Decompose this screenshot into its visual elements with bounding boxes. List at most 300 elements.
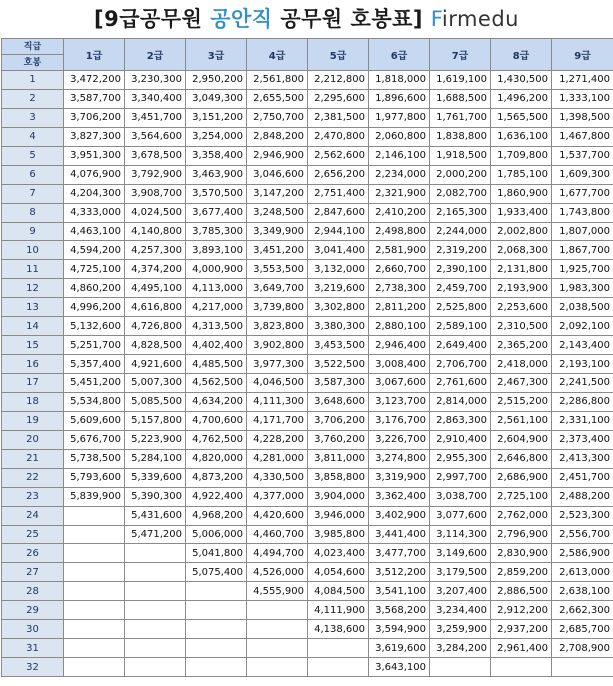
salary-cell: 4,084,500 (308, 582, 369, 601)
salary-cell (64, 601, 125, 620)
salary-cell: 4,374,200 (125, 260, 186, 279)
salary-cell: 2,814,000 (430, 392, 491, 411)
salary-cell: 4,555,900 (247, 582, 308, 601)
salary-cell: 4,616,800 (125, 298, 186, 317)
salary-cell: 4,460,700 (247, 525, 308, 544)
step-cell: 30 (2, 620, 64, 639)
salary-cell: 4,968,200 (186, 506, 247, 525)
salary-cell: 1,867,700 (552, 241, 613, 260)
salary-cell: 3,858,800 (308, 468, 369, 487)
salary-cell: 1,271,400 (552, 71, 613, 90)
salary-cell: 2,686,900 (491, 468, 552, 487)
table-row (2, 601, 613, 620)
salary-cell: 2,946,900 (247, 146, 308, 165)
salary-cell: 2,488,200 (552, 487, 613, 506)
salary-cell (64, 563, 125, 582)
salary-cell: 3,587,700 (64, 89, 125, 108)
salary-cell: 2,410,200 (369, 203, 430, 222)
grade-header: 2급 (125, 39, 186, 71)
step-cell: 9 (2, 222, 64, 241)
salary-cell: 4,313,500 (186, 317, 247, 336)
salary-cell: 3,046,600 (247, 165, 308, 184)
salary-cell: 3,587,300 (308, 374, 369, 393)
salary-cell: 2,143,400 (552, 336, 613, 355)
salary-cell: 2,937,200 (491, 620, 552, 639)
salary-cell: 3,463,900 (186, 165, 247, 184)
salary-cell: 1,398,500 (552, 108, 613, 127)
table-row (2, 544, 613, 563)
step-cell: 13 (2, 298, 64, 317)
salary-cell: 3,706,200 (308, 411, 369, 430)
salary-cell: 3,902,800 (247, 336, 308, 355)
salary-cell: 3,619,600 (369, 639, 430, 658)
salary-cell: 5,534,800 (64, 392, 125, 411)
salary-cell: 1,918,500 (430, 146, 491, 165)
title-accent: 공안직 (210, 7, 273, 31)
salary-cell: 2,708,900 (552, 639, 613, 658)
salary-cell: 2,523,300 (552, 506, 613, 525)
salary-cell: 4,921,600 (125, 355, 186, 374)
salary-cell: 3,226,700 (369, 430, 430, 449)
salary-cell: 2,604,900 (491, 430, 552, 449)
salary-cell (64, 525, 125, 544)
salary-cell (186, 582, 247, 601)
salary-cell: 1,818,000 (369, 71, 430, 90)
salary-cell: 3,785,300 (186, 222, 247, 241)
salary-cell: 3,977,300 (247, 355, 308, 374)
salary-cell: 2,649,400 (430, 336, 491, 355)
salary-cell: 1,838,800 (430, 127, 491, 146)
salary-cell (552, 658, 613, 677)
salary-cell: 2,459,700 (430, 279, 491, 298)
salary-cell: 5,132,600 (64, 317, 125, 336)
salary-cell: 2,830,900 (491, 544, 552, 563)
salary-cell (247, 639, 308, 658)
salary-cell: 3,893,100 (186, 241, 247, 260)
grade-header: 4급 (247, 39, 308, 71)
salary-cell: 4,820,000 (186, 449, 247, 468)
step-cell: 2 (2, 89, 64, 108)
salary-cell: 3,522,500 (308, 355, 369, 374)
salary-cell: 3,594,900 (369, 620, 430, 639)
salary-cell: 4,330,500 (247, 468, 308, 487)
salary-cell: 3,284,200 (430, 639, 491, 658)
salary-cell: 4,228,200 (247, 430, 308, 449)
salary-cell: 3,706,200 (64, 108, 125, 127)
table-row (2, 71, 613, 90)
salary-cell: 3,827,300 (64, 127, 125, 146)
step-cell: 7 (2, 184, 64, 203)
salary-cell: 5,284,100 (125, 449, 186, 468)
salary-cell: 2,613,000 (552, 563, 613, 582)
salary-cell: 3,132,000 (308, 260, 369, 279)
salary-cell: 4,402,400 (186, 336, 247, 355)
table-row (2, 222, 613, 241)
salary-cell: 5,339,600 (125, 468, 186, 487)
salary-cell: 1,565,500 (491, 108, 552, 127)
salary-cell (64, 639, 125, 658)
table-row (2, 127, 613, 146)
salary-cell: 3,077,600 (430, 506, 491, 525)
salary-cell: 3,274,800 (369, 449, 430, 468)
salary-cell: 2,561,100 (491, 411, 552, 430)
step-cell: 1 (2, 71, 64, 90)
salary-cell: 1,860,900 (491, 184, 552, 203)
salary-cell (64, 544, 125, 563)
salary-cell: 4,828,500 (125, 336, 186, 355)
salary-cell (125, 639, 186, 658)
step-cell: 6 (2, 165, 64, 184)
salary-cell: 1,619,100 (430, 71, 491, 90)
table-body (2, 71, 613, 677)
salary-cell: 2,321,900 (369, 184, 430, 203)
salary-cell (186, 658, 247, 677)
table-row (2, 108, 613, 127)
salary-cell: 2,286,800 (552, 392, 613, 411)
page-title (0, 0, 613, 38)
salary-cell: 1,743,800 (552, 203, 613, 222)
salary-cell: 2,390,100 (430, 260, 491, 279)
table-row (2, 89, 613, 108)
table-row (2, 620, 613, 639)
salary-cell: 2,811,200 (369, 298, 430, 317)
salary-cell: 3,985,800 (308, 525, 369, 544)
salary-cell: 2,848,200 (247, 127, 308, 146)
salary-cell (247, 620, 308, 639)
salary-cell: 4,113,000 (186, 279, 247, 298)
salary-cell (308, 658, 369, 677)
salary-cell: 2,997,700 (430, 468, 491, 487)
salary-cell: 2,331,100 (552, 411, 613, 430)
salary-cell: 4,726,800 (125, 317, 186, 336)
salary-cell: 2,068,300 (491, 241, 552, 260)
salary-cell: 5,609,600 (64, 411, 125, 430)
grade-header: 5급 (308, 39, 369, 71)
salary-cell: 5,007,300 (125, 374, 186, 393)
salary-cell: 3,541,100 (369, 582, 430, 601)
salary-cell: 3,230,300 (125, 71, 186, 90)
salary-cell: 4,494,700 (247, 544, 308, 563)
salary-cell: 4,171,700 (247, 411, 308, 430)
salary-cell: 3,568,200 (369, 601, 430, 620)
salary-cell: 3,008,400 (369, 355, 430, 374)
table-row (2, 279, 613, 298)
salary-cell: 3,248,500 (247, 203, 308, 222)
salary-cell: 1,925,700 (552, 260, 613, 279)
salary-cell: 3,678,500 (125, 146, 186, 165)
salary-cell: 4,495,100 (125, 279, 186, 298)
step-cell: 29 (2, 601, 64, 620)
salary-cell (308, 639, 369, 658)
salary-cell: 1,496,200 (491, 89, 552, 108)
salary-cell: 3,179,500 (430, 563, 491, 582)
salary-cell: 3,067,600 (369, 374, 430, 393)
salary-cell: 3,477,700 (369, 544, 430, 563)
salary-cell: 1,636,100 (491, 127, 552, 146)
salary-cell: 2,706,700 (430, 355, 491, 374)
salary-cell: 3,472,200 (64, 71, 125, 90)
salary-cell: 1,709,800 (491, 146, 552, 165)
table-row (2, 184, 613, 203)
salary-cell: 5,075,400 (186, 563, 247, 582)
salary-cell: 3,219,600 (308, 279, 369, 298)
table-row (2, 468, 613, 487)
table-row (2, 336, 613, 355)
step-cell: 5 (2, 146, 64, 165)
salary-cell: 1,896,600 (369, 89, 430, 108)
salary-cell: 2,586,900 (552, 544, 613, 563)
salary-cell: 3,362,400 (369, 487, 430, 506)
step-cell: 32 (2, 658, 64, 677)
salary-cell: 1,761,700 (430, 108, 491, 127)
table-row (2, 639, 613, 658)
table-row (2, 563, 613, 582)
salary-cell: 2,373,400 (552, 430, 613, 449)
salary-cell: 3,207,400 (430, 582, 491, 601)
salary-cell (491, 658, 552, 677)
salary-cell: 4,217,000 (186, 298, 247, 317)
salary-cell: 2,662,300 (552, 601, 613, 620)
salary-cell (64, 658, 125, 677)
salary-cell: 4,463,100 (64, 222, 125, 241)
salary-cell: 2,656,200 (308, 165, 369, 184)
salary-cell: 2,418,000 (491, 355, 552, 374)
salary-cell: 3,553,500 (247, 260, 308, 279)
salary-cell: 2,234,000 (369, 165, 430, 184)
table-row (2, 449, 613, 468)
salary-cell: 2,562,600 (308, 146, 369, 165)
salary-cell: 5,157,800 (125, 411, 186, 430)
salary-cell: 2,761,600 (430, 374, 491, 393)
salary-cell: 1,677,700 (552, 184, 613, 203)
salary-cell (64, 506, 125, 525)
salary-cell: 2,556,700 (552, 525, 613, 544)
salary-cell: 4,076,900 (64, 165, 125, 184)
salary-cell: 3,946,000 (308, 506, 369, 525)
salary-cell: 1,467,800 (552, 127, 613, 146)
grade-header: 3급 (186, 39, 247, 71)
salary-cell: 2,319,200 (430, 241, 491, 260)
step-cell: 22 (2, 468, 64, 487)
step-cell: 11 (2, 260, 64, 279)
table-row (2, 582, 613, 601)
salary-cell: 2,092,100 (552, 317, 613, 336)
grade-header: 6급 (369, 39, 430, 71)
salary-cell: 3,234,400 (430, 601, 491, 620)
salary-cell (125, 601, 186, 620)
salary-cell: 3,041,400 (308, 241, 369, 260)
salary-cell: 2,381,500 (308, 108, 369, 127)
salary-cell: 2,002,800 (491, 222, 552, 241)
step-cell: 15 (2, 336, 64, 355)
salary-cell: 4,138,600 (308, 620, 369, 639)
salary-cell: 3,254,000 (186, 127, 247, 146)
salary-cell: 2,880,100 (369, 317, 430, 336)
table-row (2, 241, 613, 260)
step-cell: 8 (2, 203, 64, 222)
step-cell: 31 (2, 639, 64, 658)
title-suffix: 공무원 호봉표] (272, 7, 431, 31)
salary-cell: 3,951,300 (64, 146, 125, 165)
step-cell: 26 (2, 544, 64, 563)
salary-cell: 5,223,900 (125, 430, 186, 449)
salary-cell: 2,725,100 (491, 487, 552, 506)
table-row (2, 355, 613, 374)
salary-cell (125, 582, 186, 601)
salary-cell: 3,358,400 (186, 146, 247, 165)
step-cell: 24 (2, 506, 64, 525)
salary-cell: 2,751,400 (308, 184, 369, 203)
salary-cell: 2,910,400 (430, 430, 491, 449)
salary-cell: 2,950,200 (186, 71, 247, 90)
salary-cell: 3,259,900 (430, 620, 491, 639)
table-row (2, 165, 613, 184)
salary-cell: 5,676,700 (64, 430, 125, 449)
salary-cell: 1,430,500 (491, 71, 552, 90)
salary-cell: 2,946,400 (369, 336, 430, 355)
salary-cell (186, 601, 247, 620)
title-prefix: [9급공무원 (94, 7, 211, 31)
step-cell: 27 (2, 563, 64, 582)
salary-cell: 3,441,400 (369, 525, 430, 544)
salary-cell: 2,467,300 (491, 374, 552, 393)
salary-cell: 2,525,800 (430, 298, 491, 317)
table-header (2, 39, 613, 71)
salary-cell: 2,638,100 (552, 582, 613, 601)
salary-cell: 2,515,200 (491, 392, 552, 411)
salary-cell: 3,792,900 (125, 165, 186, 184)
salary-cell: 4,281,000 (247, 449, 308, 468)
salary-cell: 4,873,200 (186, 468, 247, 487)
salary-cell: 3,760,200 (308, 430, 369, 449)
step-cell: 10 (2, 241, 64, 260)
salary-cell: 2,589,100 (430, 317, 491, 336)
salary-cell: 4,996,200 (64, 298, 125, 317)
salary-cell: 4,333,000 (64, 203, 125, 222)
salary-cell: 2,646,800 (491, 449, 552, 468)
salary-cell: 2,660,700 (369, 260, 430, 279)
grade-header: 7급 (430, 39, 491, 71)
salary-cell: 4,420,600 (247, 506, 308, 525)
salary-cell: 3,349,900 (247, 222, 308, 241)
salary-cell: 2,944,100 (308, 222, 369, 241)
salary-cell: 4,111,900 (308, 601, 369, 620)
table-row (2, 487, 613, 506)
salary-cell: 2,796,900 (491, 525, 552, 544)
salary-cell: 2,193,100 (552, 355, 613, 374)
step-cell: 16 (2, 355, 64, 374)
step-cell: 14 (2, 317, 64, 336)
salary-cell: 2,253,600 (491, 298, 552, 317)
salary-cell: 5,839,900 (64, 487, 125, 506)
salary-cell: 4,700,600 (186, 411, 247, 430)
salary-cell: 4,377,000 (247, 487, 308, 506)
salary-cell: 3,380,300 (308, 317, 369, 336)
salary-cell: 4,054,600 (308, 563, 369, 582)
salary-cell: 2,146,100 (369, 146, 430, 165)
corner-step-label: 호봉 (23, 58, 42, 68)
table-row (2, 506, 613, 525)
salary-cell: 3,151,200 (186, 108, 247, 127)
salary-cell: 4,024,500 (125, 203, 186, 222)
salary-cell: 2,738,300 (369, 279, 430, 298)
table-row (2, 146, 613, 165)
salary-cell: 5,431,600 (125, 506, 186, 525)
salary-cell: 4,594,200 (64, 241, 125, 260)
salary-cell (430, 658, 491, 677)
brand-logo-text: irmedu (441, 7, 519, 31)
salary-cell: 2,655,500 (247, 89, 308, 108)
salary-cell: 5,793,600 (64, 468, 125, 487)
salary-cell: 5,251,700 (64, 336, 125, 355)
salary-cell: 1,933,400 (491, 203, 552, 222)
salary-cell (247, 601, 308, 620)
salary-cell: 1,537,700 (552, 146, 613, 165)
salary-cell: 2,886,500 (491, 582, 552, 601)
step-cell: 20 (2, 430, 64, 449)
salary-cell: 2,244,000 (430, 222, 491, 241)
corner-grade-label: 직급 (2, 39, 63, 55)
table-row (2, 374, 613, 393)
salary-cell: 5,357,400 (64, 355, 125, 374)
salary-cell: 3,049,300 (186, 89, 247, 108)
salary-cell: 2,131,800 (491, 260, 552, 279)
salary-cell (186, 639, 247, 658)
salary-cell (125, 544, 186, 563)
salary-cell: 3,402,900 (369, 506, 430, 525)
salary-cell: 3,564,600 (125, 127, 186, 146)
salary-cell: 2,750,700 (247, 108, 308, 127)
salary-cell: 4,140,800 (125, 222, 186, 241)
salary-cell: 2,859,200 (491, 563, 552, 582)
salary-cell: 3,149,600 (430, 544, 491, 563)
salary-cell: 2,762,000 (491, 506, 552, 525)
salary-cell: 1,333,100 (552, 89, 613, 108)
grade-header: 8급 (491, 39, 552, 71)
table-row (2, 430, 613, 449)
salary-cell: 2,955,300 (430, 449, 491, 468)
salary-cell: 3,114,300 (430, 525, 491, 544)
salary-cell (247, 658, 308, 677)
salary-cell: 2,038,500 (552, 298, 613, 317)
grade-header: 1급 (64, 39, 125, 71)
step-cell: 12 (2, 279, 64, 298)
table-row (2, 203, 613, 222)
salary-cell: 3,648,600 (308, 392, 369, 411)
salary-cell: 1,977,800 (369, 108, 430, 127)
salary-cell: 4,023,400 (308, 544, 369, 563)
salary-cell: 2,961,400 (491, 639, 552, 658)
grade-header: 9급 (552, 39, 613, 71)
salary-cell: 5,471,200 (125, 525, 186, 544)
salary-cell: 4,257,300 (125, 241, 186, 260)
salary-cell: 3,123,700 (369, 392, 430, 411)
salary-cell: 2,863,300 (430, 411, 491, 430)
salary-cell: 3,038,700 (430, 487, 491, 506)
step-cell: 28 (2, 582, 64, 601)
salary-cell: 5,451,200 (64, 374, 125, 393)
salary-cell: 4,046,500 (247, 374, 308, 393)
salary-cell: 3,147,200 (247, 184, 308, 203)
salary-cell: 2,310,500 (491, 317, 552, 336)
salary-cell: 3,451,700 (125, 108, 186, 127)
step-cell: 25 (2, 525, 64, 544)
salary-cell: 3,904,000 (308, 487, 369, 506)
salary-cell: 2,241,500 (552, 374, 613, 393)
salary-cell: 2,082,700 (430, 184, 491, 203)
salary-cell: 5,041,800 (186, 544, 247, 563)
brand-logo-f: F (430, 7, 442, 31)
